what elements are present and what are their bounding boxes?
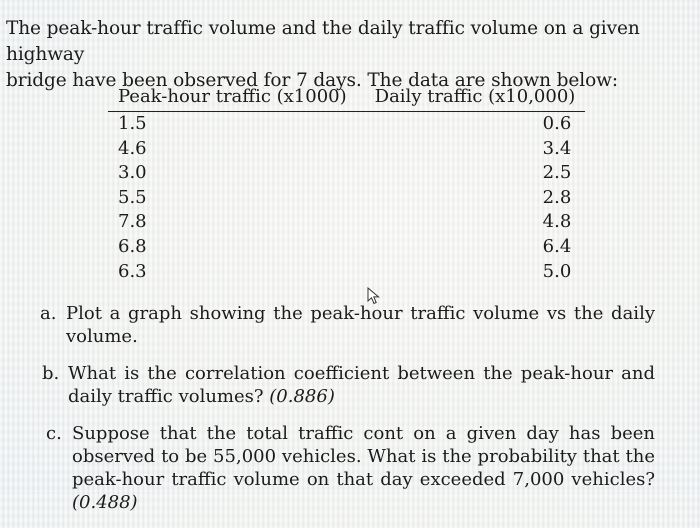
daily-cell: 4.8 xyxy=(542,211,572,233)
daily-cell: 0.6 xyxy=(542,113,572,134)
question-c-answer: (0.488) xyxy=(72,492,138,513)
table-row xyxy=(108,210,585,235)
question-b-label: b. xyxy=(42,363,60,384)
daily-cell: 3.4 xyxy=(542,137,572,159)
table-header-row xyxy=(108,85,585,112)
daily-cell: 6.4 xyxy=(542,235,572,257)
column-header-daily: Daily traffic (x10,000) xyxy=(365,85,586,112)
peak-hour-cell: 4.6 xyxy=(118,137,147,159)
question-b-answer: (0.886) xyxy=(269,386,335,407)
question-a-text: Plot a graph showing the peak-hour traffic volume vs the daily volume. xyxy=(66,303,655,347)
table-row xyxy=(108,112,585,137)
table-row xyxy=(108,161,585,186)
question-b xyxy=(42,362,655,408)
question-c-label: c. xyxy=(46,423,62,444)
intro-line-2: bridge have been observed for 7 days. The data are shown below: xyxy=(6,70,618,91)
traffic-data-table xyxy=(108,85,585,284)
peak-hour-cell: 7.8 xyxy=(118,211,147,233)
questions-list xyxy=(40,302,655,528)
peak-hour-cell: 6.8 xyxy=(118,235,147,257)
question-c-text: Suppose that the total traffic cont on a given day has been observed to be 55,000 vehicles. What is the probability that the peak-hour traffic volume on that day exceeded 7,000 vehicles? xyxy=(72,423,655,490)
question-b-body xyxy=(68,362,655,408)
question-b-text: What is the correlation coefficient between the peak-hour and daily traffic volumes? xyxy=(68,363,655,407)
column-header-peak-hour: Peak-hour traffic (x1000) xyxy=(108,85,365,112)
intro-line-1: The peak-hour traffic volume and the daily traffic volume on a given highway xyxy=(6,18,640,65)
peak-hour-cell: 5.5 xyxy=(118,186,147,208)
question-a xyxy=(40,302,655,348)
table-row xyxy=(108,235,585,260)
peak-hour-cell: 6.3 xyxy=(118,260,147,282)
daily-cell: 2.5 xyxy=(542,162,572,184)
intro-paragraph xyxy=(6,16,676,94)
daily-cell: 2.8 xyxy=(542,186,572,208)
daily-cell: 5.0 xyxy=(542,260,572,282)
question-a-label: a. xyxy=(40,303,57,324)
table-row xyxy=(108,137,585,162)
peak-hour-cell: 1.5 xyxy=(118,113,147,134)
peak-hour-cell: 3.0 xyxy=(118,162,147,184)
table-row xyxy=(108,186,585,211)
question-c xyxy=(46,422,655,514)
table-row xyxy=(108,260,585,285)
question-c-body xyxy=(72,422,655,514)
